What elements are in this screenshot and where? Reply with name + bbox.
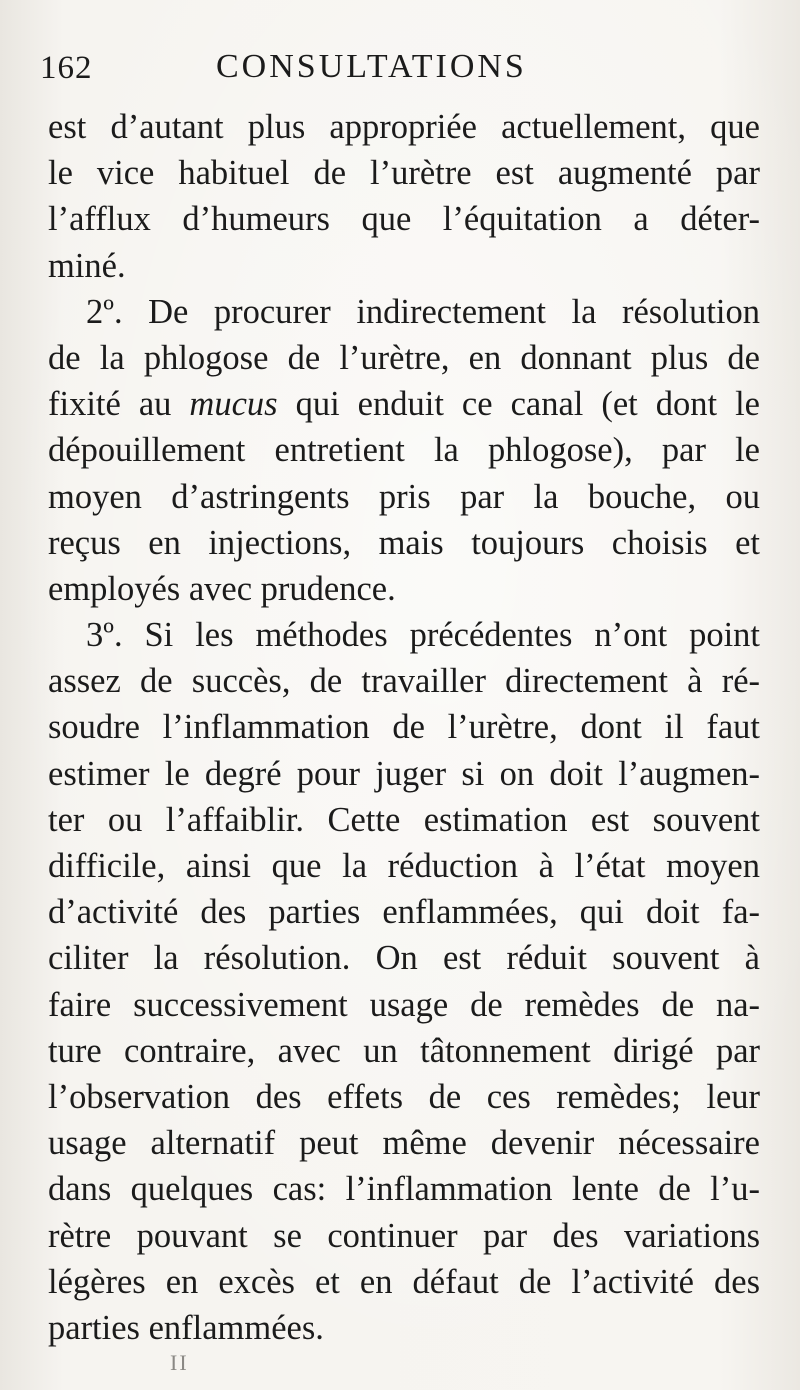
text-line-with-italic bbox=[48, 381, 760, 427]
text-line: ture contraire, avec un tâtonnement dirigé par bbox=[48, 1031, 760, 1070]
text-line: miné. bbox=[48, 246, 126, 285]
page-number: 162 bbox=[40, 50, 93, 86]
text-line: rètre pouvant se continuer par des variations bbox=[48, 1216, 760, 1255]
running-title: CONSULTATIONS bbox=[216, 48, 527, 85]
text-line: est d’autant plus appropriée actuellement, que bbox=[48, 108, 760, 146]
italic-word: mucus bbox=[189, 385, 278, 424]
text-line: ciliter la résolution. On est réduit souvent à bbox=[48, 939, 760, 978]
body-text bbox=[48, 104, 760, 1351]
text-line: légères en excès et en défaut de l’activité des bbox=[48, 1262, 760, 1301]
signature-mark: II bbox=[170, 1350, 189, 1375]
text-segment: fixité au bbox=[48, 385, 172, 424]
text-line: usage alternatif peut même devenir nécessaire bbox=[48, 1124, 760, 1163]
text-line: d’activité des parties enflammées, qui doit fa- bbox=[48, 893, 760, 932]
text-line: 2º. De procurer indirectement la résolution bbox=[86, 292, 760, 331]
text-segment: qui enduit ce canal (et dont le bbox=[295, 385, 760, 424]
text-line: estimer le degré pour juger si on doit l’augmen- bbox=[48, 754, 760, 793]
text-line: soudre l’inflammation de l’urètre, dont il faut bbox=[48, 708, 760, 747]
text-line: l’afflux d’humeurs que l’équitation a déter- bbox=[48, 200, 760, 239]
text-line: dépouillement entretient la phlogose), par le bbox=[48, 431, 760, 470]
text-line: dans quelques cas: l’inflammation lente de l’u- bbox=[48, 1170, 760, 1209]
text-line: moyen d’astringents pris par la bouche, ou bbox=[48, 477, 760, 516]
text-line: employés avec prudence. bbox=[48, 569, 396, 608]
text-line: parties enflammées. bbox=[48, 1308, 324, 1347]
text-line: 3º. Si les méthodes précédentes n’ont point bbox=[86, 616, 760, 655]
text-line: assez de succès, de travailler directement à ré- bbox=[48, 662, 760, 701]
page-header bbox=[40, 46, 760, 96]
text-line: reçus en injections, mais toujours choisis et bbox=[48, 523, 760, 562]
text-line: faire successivement usage de remèdes de na- bbox=[48, 985, 760, 1024]
text-line: difficile, ainsi que la réduction à l’état moyen bbox=[48, 847, 760, 885]
text-line: de la phlogose de l’urètre, en donnant plus de bbox=[48, 338, 760, 377]
text-line: le vice habituel de l’urètre est augmenté par bbox=[48, 154, 760, 193]
text-line: ter ou l’affaiblir. Cette estimation est souvent bbox=[48, 800, 760, 839]
text-line: l’observation des effets de ces remèdes; leur bbox=[48, 1077, 760, 1116]
